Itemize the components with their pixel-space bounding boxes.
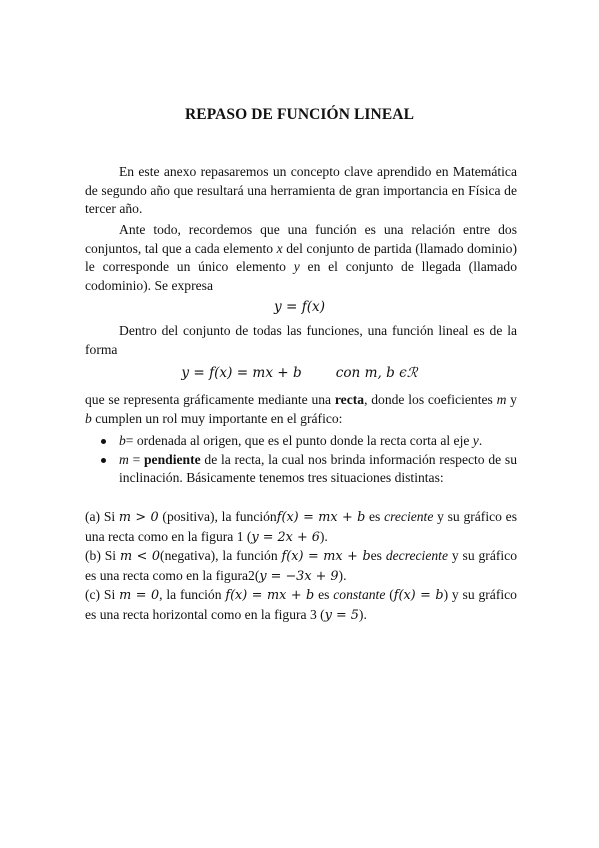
- case-a: [85, 508, 517, 547]
- case-b-example: y = −3x + 9: [259, 568, 339, 584]
- case-b-mid1: (negativa), la función: [160, 548, 282, 564]
- line-text-c: y: [506, 392, 517, 407]
- definition-paragraph: [85, 221, 517, 295]
- case-a-end: ).: [319, 528, 328, 544]
- case-c-word: constante: [333, 587, 386, 603]
- linear-equation: [0, 365, 599, 381]
- case-b-word: decreciente: [385, 548, 448, 564]
- line-text-b: , donde los coeficientes: [364, 392, 497, 407]
- case-b: [85, 547, 517, 586]
- case-c-mid1: , la función: [159, 587, 226, 603]
- var-x: x: [276, 240, 283, 256]
- case-a-example: y = 2x + 6: [251, 529, 320, 545]
- line-text-d: cumplen un rol muy importante en el gráfico:: [91, 410, 343, 426]
- case-b-mid3: y su gráfico es una recta como en la figura2(: [85, 548, 517, 583]
- definition-text-a: Ante todo, recordemos que una función es una relación entre dos conjuntos, tal que a cada elemento: [85, 222, 517, 256]
- case-c-pre: (c) Si: [85, 587, 120, 603]
- list-item-b: [85, 432, 517, 451]
- line-paragraph: [85, 391, 517, 428]
- item-var-b: b: [119, 433, 126, 448]
- case-c-mid3b: ) y su gráfico es una recta horizontal como en la figura 3 (: [85, 587, 517, 622]
- var-y: y: [293, 259, 300, 275]
- function-equation: y = f(x): [273, 299, 326, 315]
- case-c-example: y = 5: [324, 607, 359, 623]
- list-item-m: [85, 451, 517, 488]
- item-b-text: = ordenada al origen, que es el punto donde la recta corta al eje: [125, 433, 473, 448]
- case-a-pre: (a) Si: [85, 509, 119, 524]
- case-c-constant: f(x) = b: [393, 588, 444, 604]
- coefficient-list: [85, 432, 517, 488]
- line-text-a: que se representa gráficamente mediante una: [85, 392, 335, 407]
- case-a-mid2: es: [365, 509, 385, 524]
- case-b-pre: (b) Si: [85, 548, 120, 564]
- item-m-eq: =: [128, 451, 144, 467]
- case-b-function: f(x) = mx + b: [281, 549, 371, 565]
- case-a-function: f(x) = mx + b: [276, 510, 366, 525]
- item-m-text: de la recta, la cual nos brinda información respecto de su inclinación. Básicamente tenemos tres situaciones distintas:: [119, 451, 518, 486]
- term-recta: recta: [334, 392, 365, 407]
- case-c-mid2: es: [314, 587, 334, 603]
- case-b-mid2: es: [370, 548, 386, 564]
- linear-function-paragraph: Dentro del conjunto de todas las funciones, una función lineal es de la forma: [85, 323, 517, 357]
- page-title: REPASO DE FUNCIÓN LINEAL: [184, 106, 415, 123]
- definition-text-b: del conjunto de partida (llamado dominio) le corresponde un único elemento: [85, 240, 517, 275]
- case-a-word: creciente: [384, 509, 434, 524]
- term-pendiente: pendiente: [144, 451, 201, 467]
- linear-equation-main: y = f(x) = mx + b: [181, 365, 302, 381]
- var-b: b: [85, 410, 92, 426]
- case-a-mid1: (positiva), la función: [158, 509, 277, 524]
- item-b-var-y: y: [472, 433, 479, 448]
- bullet-icon: [101, 458, 106, 463]
- item-var-m: m: [119, 451, 129, 467]
- case-b-condition: m < 0: [119, 549, 161, 565]
- case-a-condition: m > 0: [118, 510, 159, 525]
- case-a-mid3: y su gráfico es una recta como en la figura 1 (: [85, 509, 517, 544]
- linear-equation-condition: con m, b ϵℛ: [335, 365, 418, 381]
- case-c: [85, 586, 517, 625]
- case-c-mid3a: (: [385, 587, 394, 603]
- case-b-end: ).: [338, 567, 347, 583]
- item-b-end: .: [478, 433, 483, 448]
- definition-text-c: en el conjunto de llegada (llamado codominio). Se expresa: [85, 259, 517, 293]
- var-m: m: [496, 392, 507, 407]
- bullet-icon: [101, 439, 106, 444]
- case-c-function: f(x) = mx + b: [225, 588, 315, 604]
- case-c-end: ).: [358, 606, 367, 622]
- slope-cases: [85, 508, 517, 626]
- case-c-condition: m = 0: [119, 588, 160, 604]
- intro-paragraph: En este anexo repasaremos un concepto clave aprendido en Matemática de segundo año que resultará una herramienta de gran importancia en Física de tercer año.: [85, 164, 517, 217]
